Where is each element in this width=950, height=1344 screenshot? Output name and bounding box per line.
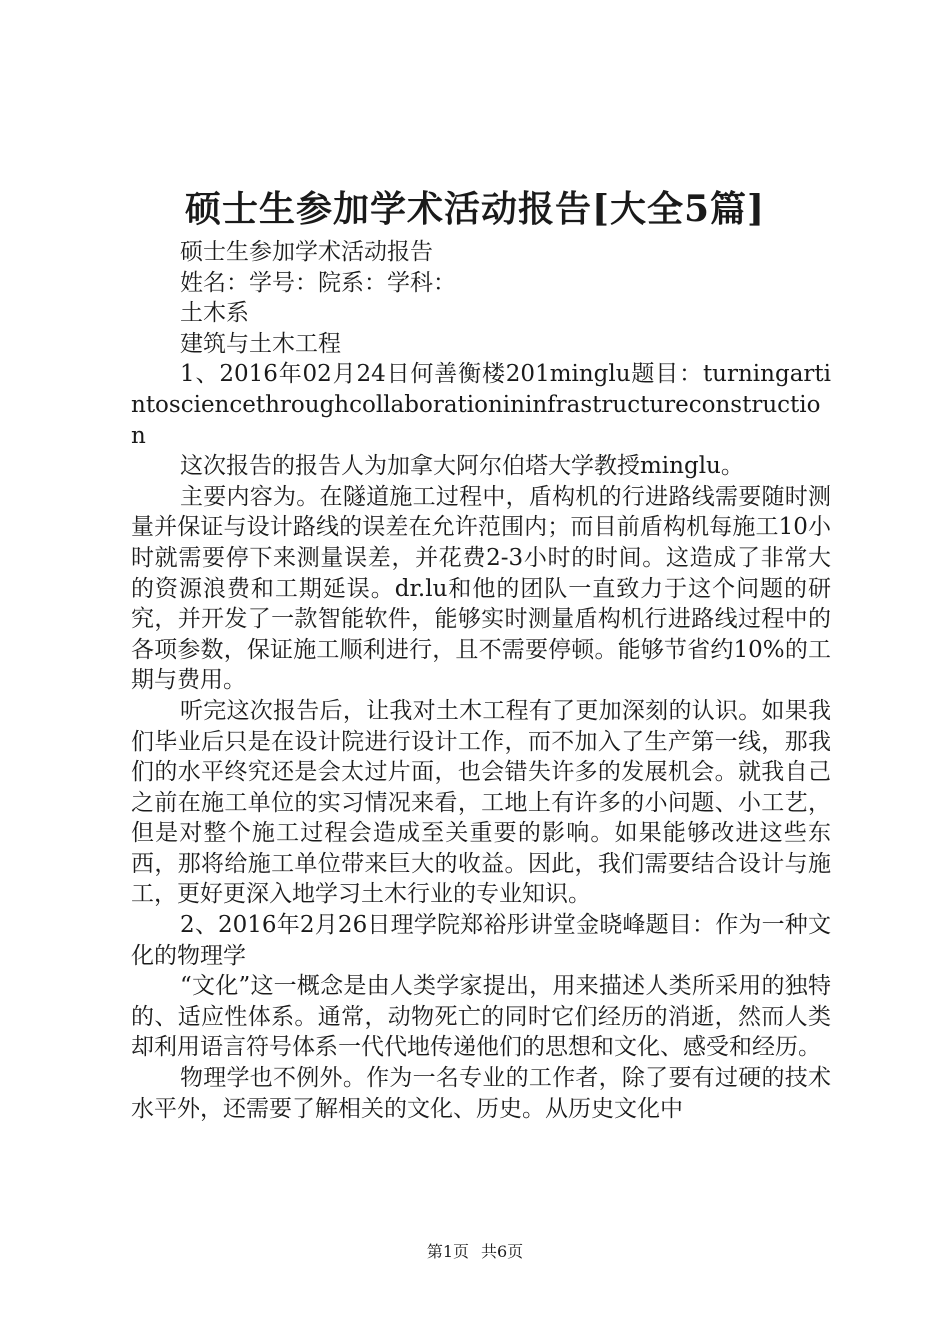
paragraph-activity-1: 1、2016年02月24日何善衡楼201minglu题目：turningartintosciencethroughcollaborationininfrastructureconstruction [131,361,831,449]
page-number-total: 共6页 [481,1242,524,1261]
paragraph-speaker: 这次报告的报告人为加拿大阿尔伯塔大学教授minglu。 [180,453,744,480]
paragraph-discipline: 建筑与土木工程 [180,330,341,357]
paragraph-report-title: 硕士生参加学术活动报告 [180,239,433,265]
paragraph-physics: 物理学也不例外。作为一名专业的工作者，除了要有过硬的技术水平外，还需要了解相关的文化、历史。从历史文化中 [131,1065,831,1122]
paragraph-department: 土木系 [180,300,249,327]
paragraph-activity-2: 2、2016年2月26日理学院郑裕彤讲堂金晓峰题目：作为一种文化的物理学 [131,912,831,969]
paragraph-main-content: 主要内容为。在隧道施工过程中，盾构机的行进路线需要随时测量并保证与设计路线的误差在允许范围内；而目前盾构机每施工10小时就需要停下来测量误差，并花费2-3小时的时间。这造成了非常大的资源浪费和工期延误。dr.lu和他的团队一直致力于这个问题的研究，并开发了一款智能软件，能够实时测量盾构机行进路线过程中的各项参数，保证施工顺利进行，且不需要停顿。能够节省约10%的工期与费用。 [131,483,831,694]
page-footer [0,1240,950,1264]
document-body [131,237,831,1124]
page-number-current: 第1页 [426,1242,469,1261]
document-title: 硕士生参加学术活动报告[大全5篇] [184,188,766,230]
paragraph-reflection: 听完这次报告后，让我对土木工程有了更加深刻的认识。如果我们毕业后只是在设计院进行设计工作，而不加入了生产第一线，那我们的水平终究还是会太过片面，也会错失许多的发展机会。就我自己之前在施工单位的实习情况来看，工地上有许多的小问题、小工艺，但是对整个施工过程会造成至关重要的影响。如果能够改进这些东西，那将给施工单位带来巨大的收益。因此，我们需要结合设计与施工，更好更深入地学习土木行业的专业知识。 [131,697,831,908]
paragraph-culture: “文化”这一概念是由人类学家提出，用来描述人类所采用的独特的、适应性体系。通常，动物死亡的同时它们经历的消逝，然而人类却利用语言符号体系一代代地传递他们的思想和文化、感受和经历。 [131,973,831,1061]
paragraph-student-info: 姓名：学号：院系：学科： [180,269,456,296]
